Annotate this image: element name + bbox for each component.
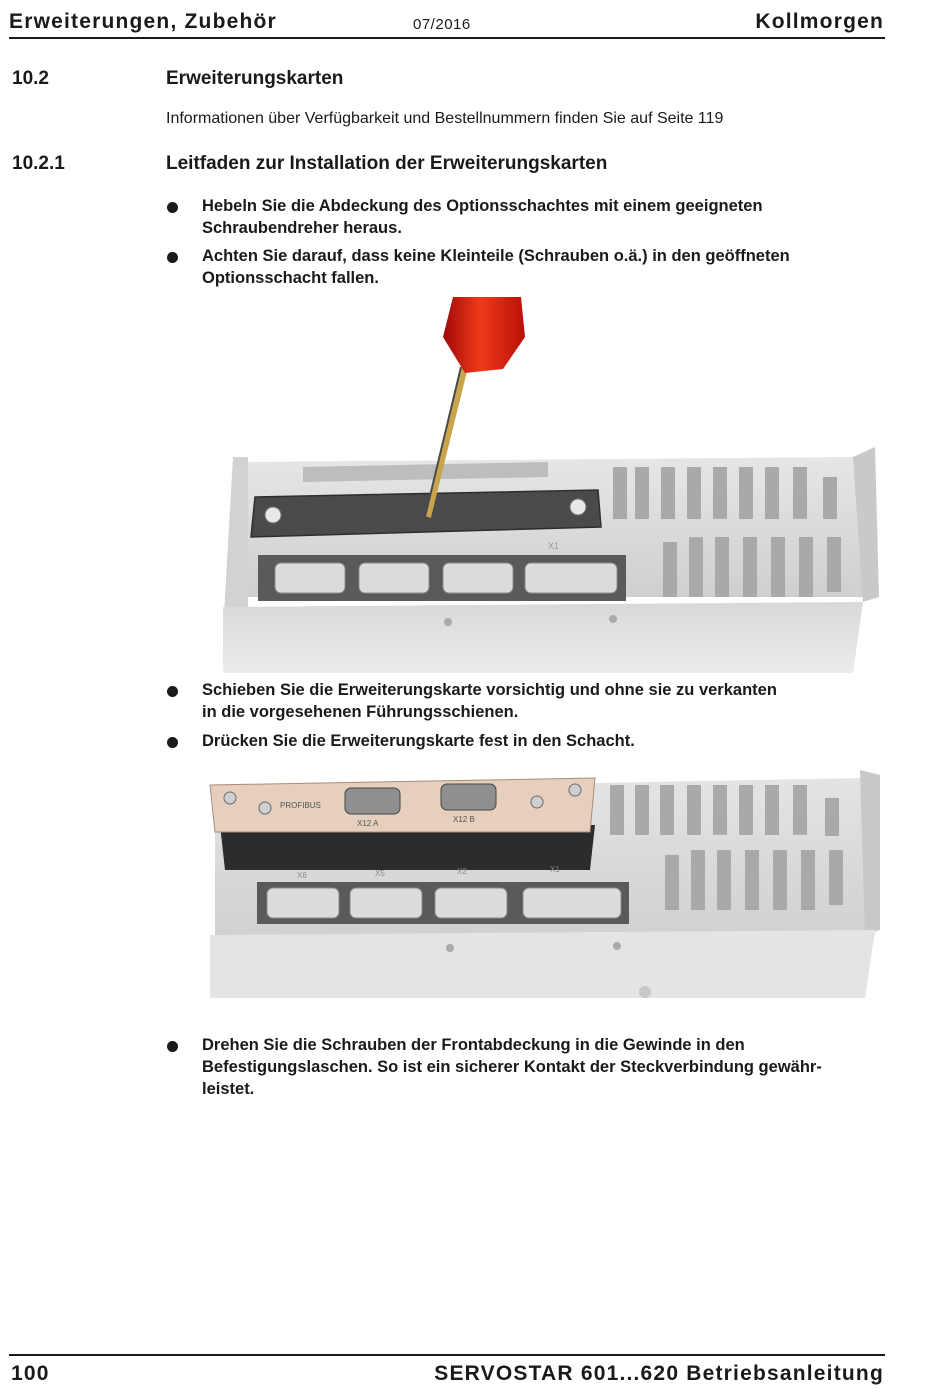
subsection-number: 10.2.1 xyxy=(12,153,65,174)
bullet-line: Drehen Sie die Schrauben der Frontabdeckung in die Gewinde in den xyxy=(202,1036,745,1054)
bullet-text xyxy=(202,730,892,752)
housing-front xyxy=(210,930,875,998)
footer-page-number: 100 xyxy=(11,1362,50,1385)
bullet-line: in die vorgesehenen Führungsschienen. xyxy=(202,703,519,721)
bullet-text xyxy=(202,245,892,289)
bullet-dot xyxy=(167,1041,178,1052)
bullet-line: Schieben Sie die Erweiterungskarte vorsichtig und ohne sie zu verkanten xyxy=(202,681,777,699)
label-x12a: X12 A xyxy=(357,819,379,828)
label-x1: X1 xyxy=(548,541,560,551)
bullet-dot xyxy=(167,737,178,748)
bullet-dot xyxy=(167,686,178,697)
bullet-text xyxy=(202,195,892,239)
label-profibus: PROFIBUS xyxy=(280,801,321,810)
bullet-dot xyxy=(167,252,178,263)
label-x12b: X12 B xyxy=(453,815,475,824)
figure-remove-cover xyxy=(203,297,883,673)
bullet-text xyxy=(202,1034,892,1100)
bullet-line: Achten Sie darauf, dass keine Kleinteile (Schrauben o.ä.) in den geöffneten xyxy=(202,247,790,265)
bullet-line: Optionsschacht fallen. xyxy=(202,269,379,287)
section-title: Erweiterungskarten xyxy=(166,68,344,89)
label-x1: X1 xyxy=(550,865,560,874)
bullet-line: leistet. xyxy=(202,1080,255,1098)
sub-d-connectors xyxy=(275,563,617,593)
label-x2: X2 xyxy=(457,867,467,876)
housing-front xyxy=(223,602,863,673)
housing-flange-left xyxy=(223,457,248,632)
section-intro: Informationen über Verfügbarkeit und Bestellnummern finden Sie auf Seite 119 xyxy=(166,110,724,127)
bullet-line: Hebeln Sie die Abdeckung des Optionsschachtes mit einem geeigneten xyxy=(202,197,763,215)
bullet-line: Drücken Sie die Erweiterungskarte fest in den Schacht. xyxy=(202,732,635,750)
label-x5: X5 xyxy=(375,869,385,878)
label-x6: X6 xyxy=(297,871,307,880)
header-chapter-title: Erweiterungen, Zubehör xyxy=(9,10,277,33)
subsection-title: Leitfaden zur Installation der Erweiterungskarten xyxy=(166,153,608,174)
header-brand: Kollmorgen xyxy=(755,10,884,33)
connector-x12a xyxy=(345,788,400,814)
screwdriver-handle xyxy=(443,297,525,373)
connector-x12b xyxy=(441,784,496,810)
header-date: 07/2016 xyxy=(413,16,471,33)
figure-insert-card xyxy=(205,770,885,998)
footer-document-title: SERVOSTAR 601...620 Betriebsanleitung xyxy=(434,1362,884,1385)
header-rule xyxy=(9,37,885,39)
sub-d-connectors xyxy=(267,888,621,918)
footer-rule xyxy=(9,1354,885,1356)
bullet-line: Befestigungslaschen. So ist ein sicherer Kontakt der Steckverbindung gewähr- xyxy=(202,1058,822,1076)
bullet-text xyxy=(202,679,892,723)
section-number: 10.2 xyxy=(12,68,49,89)
bullet-line: Schraubendreher heraus. xyxy=(202,219,402,237)
bullet-dot xyxy=(167,202,178,213)
